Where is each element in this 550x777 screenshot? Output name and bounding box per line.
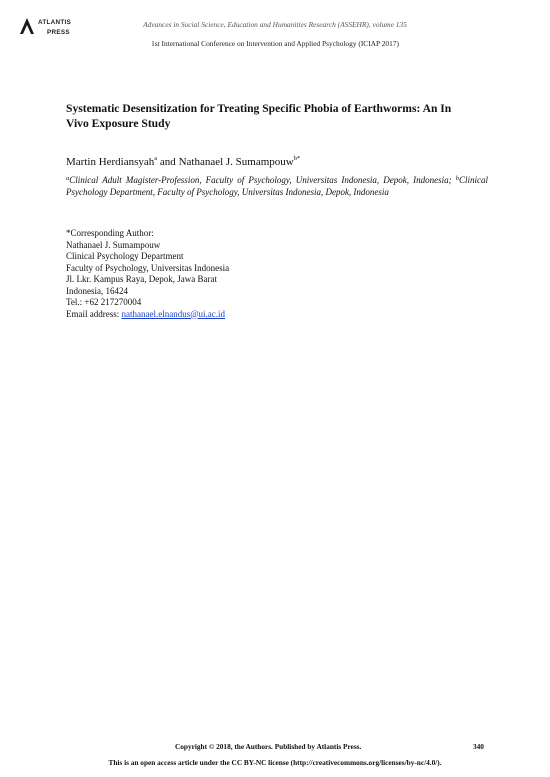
logo-line-1: ATLANTIS bbox=[38, 19, 72, 26]
footer-license: This is an open access article under the CC BY-NC license (http://creativecommons.org/licenses/by-nc/4.0/). bbox=[108, 758, 442, 767]
corresponding-email-row bbox=[66, 309, 229, 321]
affiliation-b: Clinical Psychology Department, Faculty of Psychology, Universitas Indonesia, Depok, Indonesia bbox=[66, 175, 488, 197]
author-1-affil-mark: a bbox=[154, 155, 158, 162]
corresponding-author-block bbox=[66, 228, 229, 320]
affil-b-mark: b bbox=[455, 175, 459, 182]
email-label: Email address: bbox=[66, 308, 122, 319]
affiliations bbox=[66, 173, 488, 198]
author-list bbox=[66, 155, 300, 168]
author-2: Nathanael J. Sumampouw bbox=[178, 156, 294, 168]
corresponding-faculty: Faculty of Psychology, Universitas Indonesia bbox=[66, 262, 230, 273]
author-2-affil-mark: b* bbox=[293, 155, 301, 162]
corresponding-city: Indonesia, 16424 bbox=[66, 285, 128, 296]
affiliation-a: Clinical Adult Magister-Profession, Faculty of Psychology, Universitas Indonesia, Depok, Indonesia; bbox=[69, 175, 456, 185]
author-separator: and bbox=[157, 156, 179, 168]
corresponding-tel: Tel.: +62 217270004 bbox=[66, 297, 142, 307]
page-number: 340 bbox=[473, 742, 484, 751]
conference-name: 1st International Conference on Intervention and Applied Psychology (ICIAP 2017) bbox=[151, 39, 399, 48]
article-title bbox=[66, 101, 506, 132]
corresponding-department: Clinical Psychology Department bbox=[66, 251, 184, 261]
corresponding-name: Nathanael J. Sumampouw bbox=[66, 239, 161, 250]
logo-line-2: PRESS bbox=[47, 29, 70, 36]
title-line-1: Systematic Desensitization for Treating Specific Phobia of Earthworms: An In bbox=[66, 102, 452, 115]
email-link[interactable]: nathanael.elnandus@ui.ac.id bbox=[121, 308, 225, 319]
journal-name: Advances in Social Science, Education and Humanities Research (ASSEHR), volume 135 bbox=[143, 20, 407, 29]
corresponding-heading: *Corresponding Author: bbox=[66, 228, 154, 238]
title-line-2: Vivo Exposure Study bbox=[66, 117, 171, 131]
corresponding-street: Jl. Lkr. Kampus Raya, Depok, Jawa Barat bbox=[66, 274, 217, 284]
author-1: Martin Herdiansyah bbox=[66, 156, 155, 168]
footer-copyright: Copyright © 2018, the Authors. Published by Atlantis Press. bbox=[175, 742, 362, 751]
affil-a-mark: a bbox=[66, 175, 70, 182]
